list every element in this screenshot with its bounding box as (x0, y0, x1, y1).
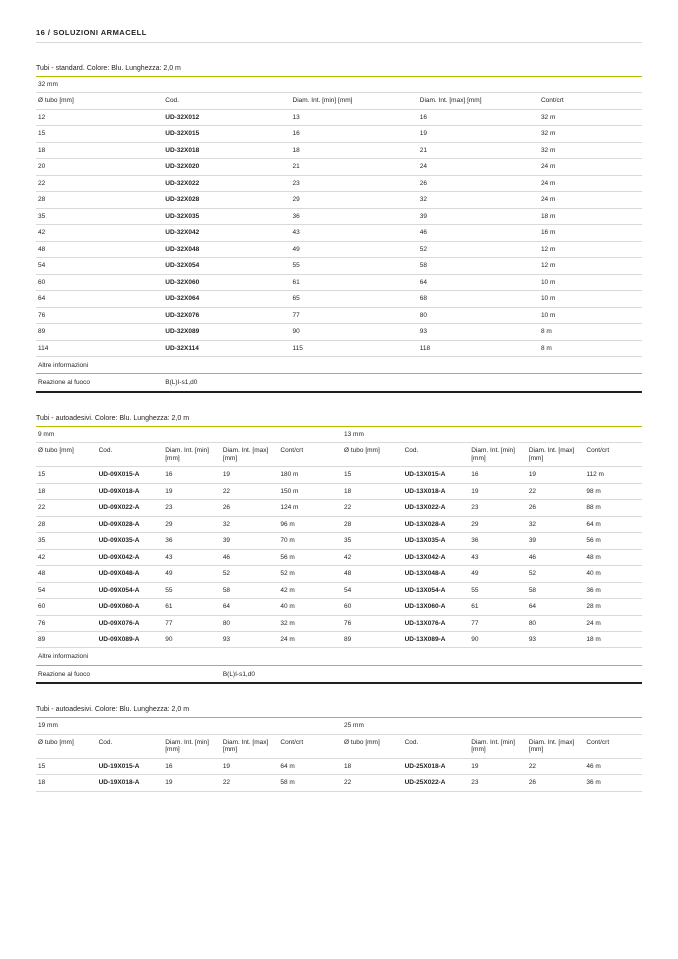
cell-int-max: 19 (221, 467, 279, 483)
cell-diameter: 114 (36, 340, 163, 356)
table-standard-32mm (36, 77, 642, 393)
table-row (36, 126, 642, 142)
cell-cont: 32 m (539, 109, 642, 125)
cell-code: UD-09X018-A (97, 483, 164, 499)
cell-int-min: 18 (291, 142, 418, 158)
cell-int-min: 115 (291, 340, 418, 356)
cell-code: UD-09X054-A (97, 582, 164, 598)
cell-diameter: 18 (36, 775, 97, 791)
cell-int-min: 16 (163, 467, 221, 483)
cell-code: UD-09X048-A (97, 566, 164, 582)
cell-cont: 58 m (278, 775, 342, 791)
cell-code: UD-32X020 (163, 159, 290, 175)
cell-int-max: 68 (418, 291, 539, 307)
cell-int-max: 26 (527, 775, 585, 791)
cell-diameter: 60 (36, 274, 163, 290)
fire-label: Reazione al fuoco (36, 665, 221, 683)
cell-diameter: 42 (36, 549, 97, 565)
cell-cont: 36 m (584, 582, 642, 598)
table-row (36, 340, 642, 356)
cell-code: UD-13X035-A (403, 533, 470, 549)
col-header-int-max: Diam. Int. [max] [mm] (527, 443, 585, 467)
table-row (36, 483, 642, 499)
cell-int-min: 77 (163, 615, 221, 631)
cell-cont: 24 m (539, 192, 642, 208)
cell-diameter: 54 (36, 582, 97, 598)
table-row (36, 225, 642, 241)
cell-diameter: 48 (342, 566, 403, 582)
cell-int-min: 19 (163, 483, 221, 499)
col-header-int-min: Diam. Int. [min] [mm] (469, 443, 527, 467)
cell-int-min: 29 (291, 192, 418, 208)
cell-int-min: 29 (163, 516, 221, 532)
fire-value: B(L)I-s1,d0 (163, 374, 642, 392)
cell-int-max: 64 (418, 274, 539, 290)
cell-diameter: 28 (36, 192, 163, 208)
col-header-cont: Cont/crt (278, 443, 342, 467)
cell-int-max: 39 (527, 533, 585, 549)
cell-diameter: 60 (342, 599, 403, 615)
cell-int-min: 61 (291, 274, 418, 290)
cell-int-min: 29 (469, 516, 527, 532)
table-row (36, 632, 642, 648)
cell-int-max: 52 (418, 241, 539, 257)
table-size-row (36, 77, 642, 93)
cell-code: UD-13X076-A (403, 615, 470, 631)
cell-code: UD-09X035-A (97, 533, 164, 549)
table-row (36, 192, 642, 208)
cell-code: UD-32X089 (163, 324, 290, 340)
cell-code: UD-13X048-A (403, 566, 470, 582)
size-label: 32 mm (36, 77, 642, 93)
cell-cont: 96 m (278, 516, 342, 532)
cell-int-max: 22 (221, 483, 279, 499)
cell-int-min: 55 (163, 582, 221, 598)
cell-cont: 24 m (584, 615, 642, 631)
col-header-code: Cod. (403, 734, 470, 758)
cell-cont: 32 m (539, 126, 642, 142)
cell-code: UD-13X015-A (403, 467, 470, 483)
cell-cont: 10 m (539, 291, 642, 307)
cell-int-max: 39 (418, 208, 539, 224)
cell-int-min: 61 (163, 599, 221, 615)
cell-diameter: 42 (36, 225, 163, 241)
cell-int-max: 19 (221, 758, 279, 774)
cell-int-max: 80 (527, 615, 585, 631)
section-selfadhesive-tubes-9-13 (36, 415, 642, 685)
table-row (36, 241, 642, 257)
cell-code: UD-09X076-A (97, 615, 164, 631)
cell-int-max: 64 (527, 599, 585, 615)
cell-diameter: 22 (36, 175, 163, 191)
col-header-int-max: Diam. Int. [max] [mm] (527, 734, 585, 758)
cell-cont: 16 m (539, 225, 642, 241)
cell-code: UD-32X064 (163, 291, 290, 307)
cell-int-min: 16 (291, 126, 418, 142)
table-info-row (36, 648, 642, 665)
section-selfadhesive-tubes-19-25 (36, 706, 642, 791)
cell-diameter: 18 (342, 758, 403, 774)
cell-code: UD-19X018-A (97, 775, 164, 791)
cell-int-min: 23 (469, 775, 527, 791)
cell-diameter: 35 (342, 533, 403, 549)
cell-int-min: 90 (291, 324, 418, 340)
cell-diameter: 15 (36, 758, 97, 774)
cell-cont: 18 m (539, 208, 642, 224)
cell-int-min: 49 (163, 566, 221, 582)
cell-int-max: 46 (221, 549, 279, 565)
cell-int-max: 58 (418, 258, 539, 274)
table-header-row (36, 93, 642, 109)
cell-cont: 42 m (278, 582, 342, 598)
cell-cont: 8 m (539, 324, 642, 340)
table-row (36, 758, 642, 774)
table-row (36, 582, 642, 598)
cell-code: UD-32X114 (163, 340, 290, 356)
cell-int-min: 49 (469, 566, 527, 582)
cell-int-max: 32 (418, 192, 539, 208)
cell-int-max: 80 (221, 615, 279, 631)
cell-cont: 10 m (539, 307, 642, 323)
cell-diameter: 18 (36, 483, 97, 499)
cell-int-max: 24 (418, 159, 539, 175)
cell-code: UD-32X012 (163, 109, 290, 125)
cell-int-max: 22 (527, 758, 585, 774)
size-label-right: 13 mm (342, 427, 642, 443)
col-header-code: Cod. (97, 443, 164, 467)
cell-diameter: 15 (342, 467, 403, 483)
cell-cont: 88 m (584, 500, 642, 516)
cell-code: UD-32X035 (163, 208, 290, 224)
cell-int-min: 55 (469, 582, 527, 598)
cell-code: UD-25X022-A (403, 775, 470, 791)
cell-int-min: 19 (163, 775, 221, 791)
cell-cont: 40 m (584, 566, 642, 582)
col-header-int-max: Diam. Int. [max] [mm] (221, 734, 279, 758)
col-header-diameter: Ø tubo [mm] (36, 443, 97, 467)
cell-int-max: 21 (418, 142, 539, 158)
cell-int-max: 22 (221, 775, 279, 791)
cell-diameter: 48 (36, 566, 97, 582)
fire-value: B(L)I-s1,d0 (221, 665, 642, 683)
cell-diameter: 76 (342, 615, 403, 631)
cell-code: UD-19X015-A (97, 758, 164, 774)
cell-cont: 10 m (539, 274, 642, 290)
cell-diameter: 42 (342, 549, 403, 565)
cell-int-max: 58 (221, 582, 279, 598)
cell-code: UD-09X028-A (97, 516, 164, 532)
cell-code: UD-13X060-A (403, 599, 470, 615)
info-label: Altre informazioni (36, 356, 642, 373)
cell-int-min: 90 (163, 632, 221, 648)
cell-int-min: 90 (469, 632, 527, 648)
cell-code: UD-25X018-A (403, 758, 470, 774)
col-header-cont: Cont/crt (584, 443, 642, 467)
cell-code: UD-32X076 (163, 307, 290, 323)
cell-diameter: 22 (342, 775, 403, 791)
table-fire-row (36, 665, 642, 683)
cell-diameter: 89 (36, 632, 97, 648)
cell-int-min: 61 (469, 599, 527, 615)
cell-int-max: 52 (527, 566, 585, 582)
table-row (36, 566, 642, 582)
section-title: Tubi - autoadesivi. Colore: Blu. Lunghezza: 2,0 m (36, 706, 642, 718)
cell-int-max: 39 (221, 533, 279, 549)
col-header-code: Cod. (97, 734, 164, 758)
cell-int-min: 36 (163, 533, 221, 549)
cell-int-min: 43 (469, 549, 527, 565)
cell-code: UD-32X042 (163, 225, 290, 241)
table-row (36, 109, 642, 125)
cell-cont: 56 m (278, 549, 342, 565)
cell-int-min: 49 (291, 241, 418, 257)
cell-diameter: 54 (36, 258, 163, 274)
table-size-row (36, 718, 642, 734)
cell-diameter: 35 (36, 208, 163, 224)
table-row (36, 159, 642, 175)
cell-int-max: 22 (527, 483, 585, 499)
cell-int-min: 77 (291, 307, 418, 323)
page-header: 16 / SOLUZIONI ARMACELL (36, 28, 642, 43)
cell-int-max: 80 (418, 307, 539, 323)
table-selfadhesive-19-25 (36, 718, 642, 791)
cell-code: UD-09X060-A (97, 599, 164, 615)
cell-diameter: 12 (36, 109, 163, 125)
cell-diameter: 18 (342, 483, 403, 499)
cell-diameter: 76 (36, 307, 163, 323)
cell-int-max: 46 (418, 225, 539, 241)
col-header-int-min: Diam. Int. [min] [mm] (163, 443, 221, 467)
table-row (36, 324, 642, 340)
cell-int-max: 52 (221, 566, 279, 582)
table-header-row (36, 734, 642, 758)
fire-label: Reazione al fuoco (36, 374, 163, 392)
cell-int-min: 43 (163, 549, 221, 565)
table-row (36, 274, 642, 290)
col-header-cont: Cont/crt (278, 734, 342, 758)
cell-int-min: 21 (291, 159, 418, 175)
table-fire-row (36, 374, 642, 392)
cell-cont: 18 m (584, 632, 642, 648)
cell-cont: 180 m (278, 467, 342, 483)
table-row (36, 516, 642, 532)
size-label-right: 25 mm (342, 718, 642, 734)
cell-diameter: 20 (36, 159, 163, 175)
cell-int-max: 93 (527, 632, 585, 648)
section-title: Tubi - autoadesivi. Colore: Blu. Lunghezza: 2,0 m (36, 415, 642, 427)
cell-int-max: 118 (418, 340, 539, 356)
col-header-cont: Cont/crt (584, 734, 642, 758)
cell-int-max: 58 (527, 582, 585, 598)
cell-diameter: 22 (342, 500, 403, 516)
cell-diameter: 89 (342, 632, 403, 648)
col-header-diameter: Ø tubo [mm] (342, 443, 403, 467)
cell-cont: 24 m (278, 632, 342, 648)
table-row (36, 775, 642, 791)
cell-int-min: 23 (291, 175, 418, 191)
section-title: Tubi - standard. Colore: Blu. Lunghezza: 2,0 m (36, 65, 642, 77)
cell-code: UD-13X028-A (403, 516, 470, 532)
cell-cont: 24 m (539, 159, 642, 175)
cell-diameter: 15 (36, 126, 163, 142)
cell-int-min: 19 (469, 758, 527, 774)
col-header-diameter: Ø tubo [mm] (342, 734, 403, 758)
cell-int-max: 46 (527, 549, 585, 565)
cell-diameter: 64 (36, 291, 163, 307)
cell-int-min: 36 (469, 533, 527, 549)
cell-diameter: 89 (36, 324, 163, 340)
cell-code: UD-32X054 (163, 258, 290, 274)
cell-int-max: 16 (418, 109, 539, 125)
cell-diameter: 35 (36, 533, 97, 549)
cell-cont: 32 m (539, 142, 642, 158)
cell-cont: 12 m (539, 241, 642, 257)
table-row (36, 533, 642, 549)
cell-int-max: 26 (418, 175, 539, 191)
table-row (36, 208, 642, 224)
cell-int-min: 36 (291, 208, 418, 224)
cell-code: UD-09X089-A (97, 632, 164, 648)
col-header-cont: Cont/crt (539, 93, 642, 109)
cell-int-min: 55 (291, 258, 418, 274)
cell-code: UD-13X018-A (403, 483, 470, 499)
cell-cont: 28 m (584, 599, 642, 615)
cell-diameter: 76 (36, 615, 97, 631)
cell-code: UD-09X022-A (97, 500, 164, 516)
section-standard-tubes (36, 65, 642, 393)
info-label: Altre informazioni (36, 648, 642, 665)
size-label-left: 19 mm (36, 718, 342, 734)
table-header-row (36, 443, 642, 467)
table-row (36, 258, 642, 274)
table-row (36, 175, 642, 191)
cell-cont: 24 m (539, 175, 642, 191)
table-row (36, 500, 642, 516)
col-header-int-max: Diam. Int. [max] [mm] (221, 443, 279, 467)
cell-cont: 46 m (584, 758, 642, 774)
col-header-diameter: Ø tubo [mm] (36, 734, 97, 758)
cell-int-max: 19 (418, 126, 539, 142)
cell-cont: 52 m (278, 566, 342, 582)
cell-diameter: 28 (342, 516, 403, 532)
cell-cont: 56 m (584, 533, 642, 549)
cell-int-min: 23 (163, 500, 221, 516)
cell-int-max: 32 (527, 516, 585, 532)
cell-cont: 36 m (584, 775, 642, 791)
cell-code: UD-13X022-A (403, 500, 470, 516)
col-header-diameter: Ø tubo [mm] (36, 93, 163, 109)
table-size-row (36, 427, 642, 443)
cell-cont: 64 m (278, 758, 342, 774)
table-row (36, 549, 642, 565)
table-row (36, 615, 642, 631)
cell-cont: 124 m (278, 500, 342, 516)
cell-code: UD-32X028 (163, 192, 290, 208)
size-label-left: 9 mm (36, 427, 342, 443)
cell-diameter: 48 (36, 241, 163, 257)
table-row (36, 599, 642, 615)
cell-diameter: 60 (36, 599, 97, 615)
cell-code: UD-32X018 (163, 142, 290, 158)
cell-int-max: 32 (221, 516, 279, 532)
cell-int-max: 93 (221, 632, 279, 648)
table-info-row (36, 356, 642, 373)
cell-int-max: 19 (527, 467, 585, 483)
cell-cont: 64 m (584, 516, 642, 532)
col-header-code: Cod. (163, 93, 290, 109)
table-row (36, 307, 642, 323)
cell-cont: 40 m (278, 599, 342, 615)
cell-code: UD-32X022 (163, 175, 290, 191)
cell-code: UD-13X054-A (403, 582, 470, 598)
table-row (36, 467, 642, 483)
col-header-int-min: Diam. Int. [min] [mm] (291, 93, 418, 109)
table-row (36, 291, 642, 307)
cell-cont: 112 m (584, 467, 642, 483)
cell-cont: 48 m (584, 549, 642, 565)
col-header-int-min: Diam. Int. [min] [mm] (469, 734, 527, 758)
cell-int-max: 26 (527, 500, 585, 516)
table-row (36, 142, 642, 158)
cell-diameter: 28 (36, 516, 97, 532)
cell-int-min: 13 (291, 109, 418, 125)
cell-code: UD-32X060 (163, 274, 290, 290)
cell-diameter: 15 (36, 467, 97, 483)
cell-code: UD-09X015-A (97, 467, 164, 483)
cell-int-min: 19 (469, 483, 527, 499)
cell-cont: 12 m (539, 258, 642, 274)
cell-cont: 98 m (584, 483, 642, 499)
col-header-int-min: Diam. Int. [min] [mm] (163, 734, 221, 758)
cell-cont: 32 m (278, 615, 342, 631)
table-selfadhesive-9-13 (36, 427, 642, 685)
cell-code: UD-32X048 (163, 241, 290, 257)
cell-int-min: 16 (469, 467, 527, 483)
cell-int-min: 23 (469, 500, 527, 516)
cell-int-max: 64 (221, 599, 279, 615)
cell-code: UD-13X089-A (403, 632, 470, 648)
cell-cont: 8 m (539, 340, 642, 356)
cell-int-min: 16 (163, 758, 221, 774)
cell-code: UD-09X042-A (97, 549, 164, 565)
cell-int-max: 93 (418, 324, 539, 340)
cell-diameter: 22 (36, 500, 97, 516)
cell-code: UD-13X042-A (403, 549, 470, 565)
cell-int-min: 65 (291, 291, 418, 307)
cell-cont: 150 m (278, 483, 342, 499)
cell-cont: 70 m (278, 533, 342, 549)
cell-int-min: 43 (291, 225, 418, 241)
cell-code: UD-32X015 (163, 126, 290, 142)
cell-int-max: 26 (221, 500, 279, 516)
col-header-code: Cod. (403, 443, 470, 467)
cell-int-min: 77 (469, 615, 527, 631)
col-header-int-max: Diam. Int. [max] [mm] (418, 93, 539, 109)
cell-diameter: 54 (342, 582, 403, 598)
cell-diameter: 18 (36, 142, 163, 158)
